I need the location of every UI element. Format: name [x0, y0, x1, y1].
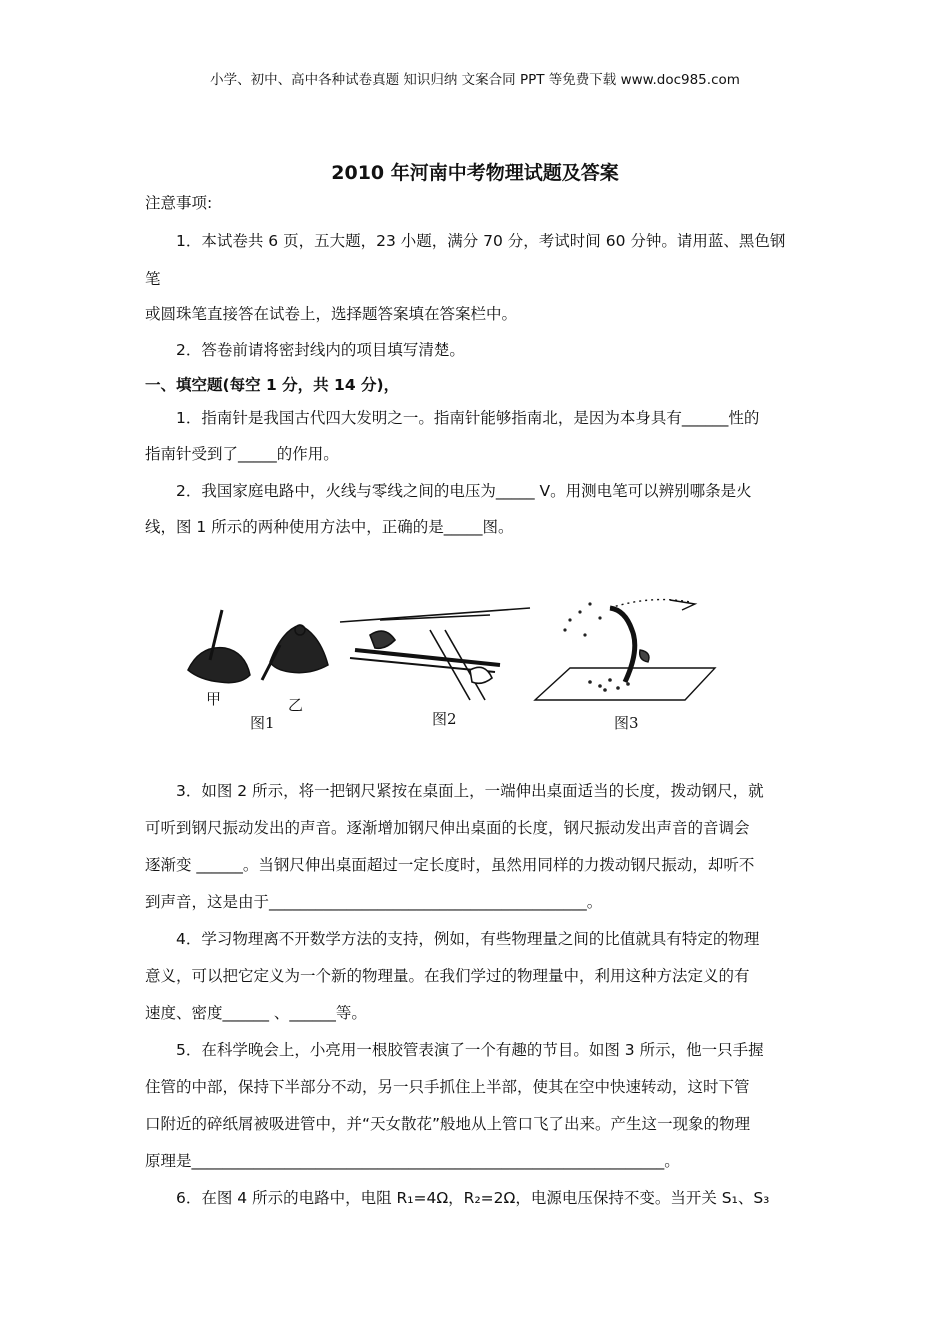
question-5-cont2: 口附近的碎纸屑被吸进管中，并“天女散花”般地从上管口飞了出来。产生这一现象的物理 — [145, 1115, 751, 1133]
fig3-label: 图3 — [614, 714, 639, 732]
question-2: 2．我国家庭电路中，火线与零线之间的电压为_____ V。用测电笔可以辨别哪条是火 — [176, 482, 752, 500]
site-header: 小学、初中、高中各种试卷真题 知识归纳 文案合同 PPT 等免费下载 www.doc985.com — [210, 72, 740, 88]
figure-area — [170, 590, 730, 740]
fig3-drawing — [535, 600, 715, 700]
section-heading: 一、填空题(每空 1 分，共 14 分)， — [145, 376, 400, 394]
fig2-label: 图2 — [432, 710, 457, 728]
question-1: 1．指南针是我国古代四大发明之一。指南针能够指南北，是因为本身具有______性的 — [176, 409, 760, 427]
question-3-cont3: 到声音，这是由于_________________________________________。 — [145, 893, 603, 911]
fig1-sublabel-yi: 乙 — [288, 696, 304, 714]
question-5: 5．在科学晚会上，小亮用一根胶管表演了一个有趣的节目。如图 3 所示，他一只手握 — [176, 1041, 764, 1059]
note-1: 1．本试卷共 6 页，五大题，23 小题，满分 70 分，考试时间 60 分钟。请用蓝、黑色钢 — [176, 232, 786, 250]
question-4: 4．学习物理离不开数学方法的支持，例如，有些物理量之间的比值就具有特定的物理 — [176, 930, 760, 948]
question-3-cont: 可听到钢尺振动发出的声音。逐渐增加钢尺伸出桌面的长度，钢尺振动发出声音的音调会 — [145, 819, 750, 837]
question-2-cont: 线，图 1 所示的两种使用方法中，正确的是_____图。 — [145, 518, 514, 536]
fig2-drawing — [340, 608, 530, 700]
notes-heading: 注意事项: — [145, 194, 213, 212]
fig1-sublabel-jia: 甲 — [206, 690, 222, 708]
note-2: 2．答卷前请将密封线内的项目填写清楚。 — [176, 341, 465, 359]
question-3: 3．如图 2 所示，将一把钢尺紧按在桌面上，一端伸出桌面适当的长度，拨动钢尺，就 — [176, 782, 764, 800]
question-6: 6．在图 4 所示的电路中，电阻 R₁=4Ω，R₂=2Ω，电源电压保持不变。当开关 S₁、S₃ — [176, 1189, 770, 1207]
question-3-cont2: 逐渐变 ______。当钢尺伸出桌面超过一定长度时，虽然用同样的力拨动钢尺振动，却听不 — [145, 856, 755, 874]
note-1-cont2: 或圆珠笔直接答在试卷上，选择题答案填在答案栏中。 — [145, 305, 518, 323]
fig1-label: 图1 — [250, 714, 275, 732]
note-1-cont: 笔 — [145, 270, 161, 288]
question-4-cont: 意义，可以把它定义为一个新的物理量。在我们学过的物理量中，利用这种方法定义的有 — [145, 967, 750, 985]
question-4-cont2: 速度、密度______ 、______等。 — [145, 1004, 367, 1022]
question-5-cont3: 原理是_____________________________________________________________。 — [145, 1152, 680, 1170]
question-1-cont: 指南针受到了_____的作用。 — [145, 445, 339, 463]
question-5-cont: 住管的中部，保持下半部分不动，另一只手抓住上半部，使其在空中快速转动，这时下管 — [145, 1078, 750, 1096]
page-title: 2010 年河南中考物理试题及答案 — [331, 162, 619, 184]
fig1-drawing — [188, 610, 328, 683]
